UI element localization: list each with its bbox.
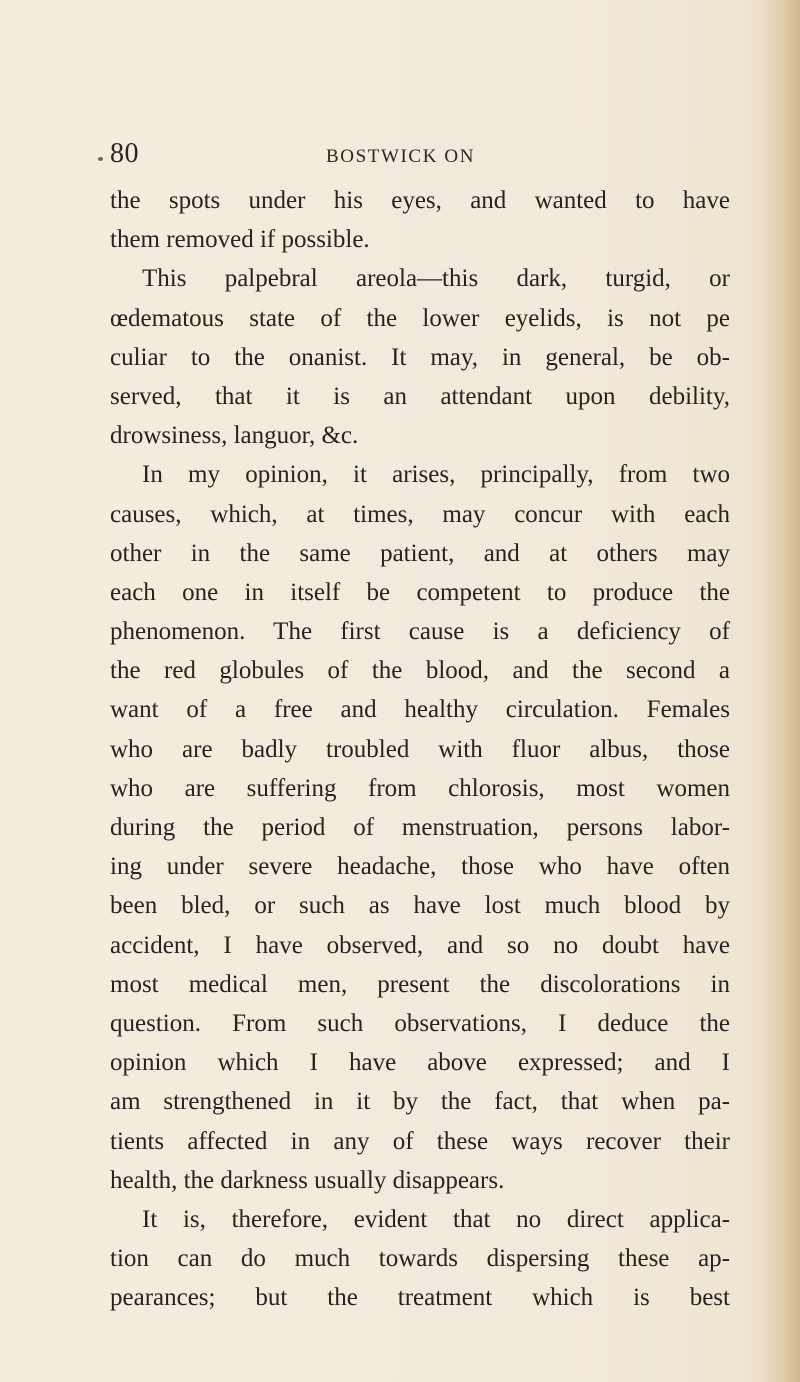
text-line: want of a free and healthy circulation. Females xyxy=(110,696,730,724)
text-line: most medical men, present the discolorations in xyxy=(110,970,730,998)
text-line: culiar to the onanist. It may, in general, be ob- xyxy=(110,343,730,371)
text-line: them removed if possible. xyxy=(110,226,370,254)
text-line: served, that it is an attendant upon debility, xyxy=(110,382,730,410)
text-line: opinion which I have above expressed; and I xyxy=(110,1049,730,1077)
text-line: pearances; but the treatment which is best xyxy=(110,1284,730,1312)
text-line: been bled, or such as have lost much blood by xyxy=(110,892,730,920)
text-line: œdematous state of the lower eyelids, is not pe xyxy=(110,304,730,332)
text-line: tients affected in any of these ways recover their xyxy=(110,1127,730,1155)
running-head xyxy=(110,138,710,178)
text-line: each one in itself be competent to produce the xyxy=(110,578,730,606)
text-line: tion can do much towards dispersing these ap- xyxy=(110,1245,730,1273)
text-line: who are badly troubled with fluor albus, those xyxy=(110,735,730,763)
text-line: ing under severe headache, those who have often xyxy=(110,853,730,881)
page-number: 80 xyxy=(110,138,139,169)
text-line: health, the darkness usually disappears. xyxy=(110,1166,505,1194)
text-line: In my opinion, it arises, principally, from two xyxy=(142,461,730,489)
running-head-title: BOSTWICK ON xyxy=(326,146,476,167)
text-line: other in the same patient, and at others may xyxy=(110,539,730,567)
text-line: the red globules of the blood, and the second a xyxy=(110,657,730,685)
text-line: the spots under his eyes, and wanted to have xyxy=(110,187,730,214)
ink-speck xyxy=(98,157,103,161)
text-line: am strengthened in it by the fact, that when pa- xyxy=(110,1088,730,1116)
text-line: who are suffering from chlorosis, most women xyxy=(110,774,730,802)
text-line: accident, I have observed, and so no doubt have xyxy=(110,931,730,959)
text-line: phenomenon. The first cause is a deficiency of xyxy=(110,618,730,646)
text-line: It is, therefore, evident that no direct applica- xyxy=(142,1205,730,1233)
body-text xyxy=(110,181,730,1317)
page-edge-shadow xyxy=(762,0,800,1382)
text-line: during the period of menstruation, persons labor- xyxy=(110,814,730,841)
text-line: This palpebral areola—this dark, turgid, or xyxy=(142,265,730,293)
text-line: question. From such observations, I deduce the xyxy=(110,1009,730,1037)
text-line: causes, which, at times, may concur with each xyxy=(110,500,730,528)
text-line: drowsiness, languor, &c. xyxy=(110,422,359,450)
